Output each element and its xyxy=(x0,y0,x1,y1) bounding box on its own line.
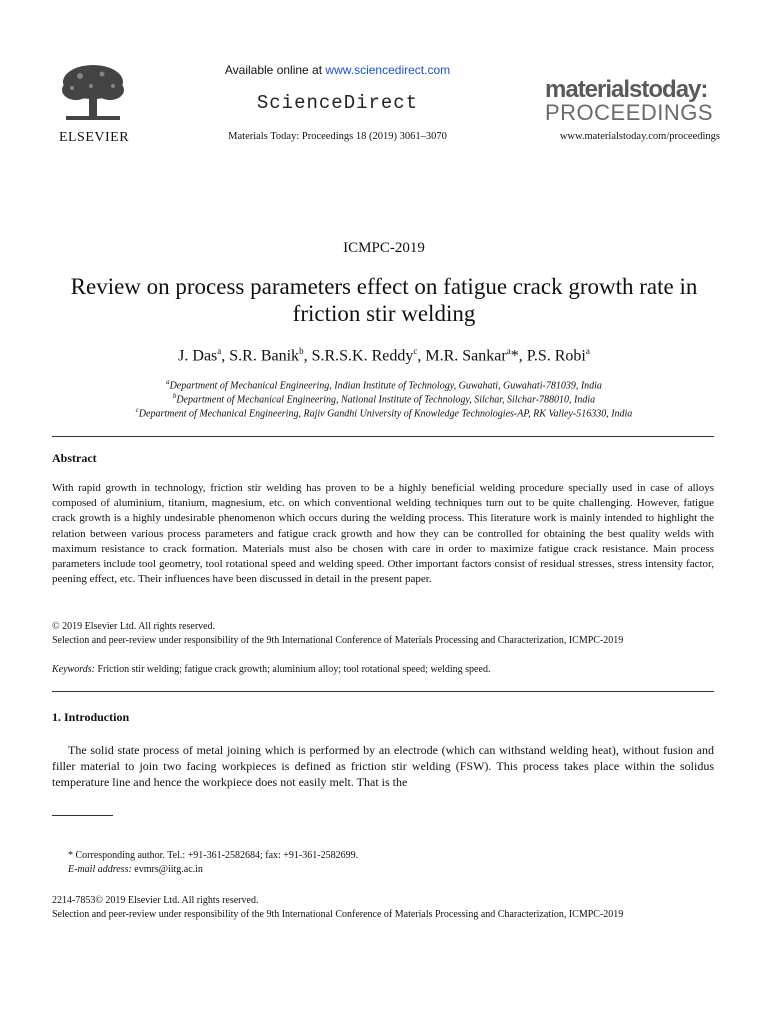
author-name: P.S. Robi xyxy=(526,347,586,365)
affiliation-mark: a xyxy=(166,378,170,386)
section-divider xyxy=(52,691,714,692)
footnote-divider xyxy=(52,815,113,816)
sciencedirect-link[interactable]: www.sciencedirect.com xyxy=(325,63,451,77)
author-affiliation-mark: c xyxy=(413,346,418,356)
journal-url[interactable]: www.materialstoday.com/proceedings xyxy=(559,131,720,142)
publisher-name: ELSEVIER xyxy=(58,130,130,145)
article-title: Review on process parameters effect on fatigue crack growth rate in friction stir welding xyxy=(70,274,698,326)
affiliation-text: Department of Mechanical Engineering, National Institute of Technology, Silchar, Silchar-788010, India xyxy=(176,394,596,406)
journal-brand-line2: PROCEEDINGS xyxy=(545,100,714,125)
conference-name: ICMPC-2019 xyxy=(343,240,425,256)
availability-prefix: Available online at xyxy=(224,63,326,77)
copyright-block xyxy=(52,620,714,648)
affiliation-text: Department of Mechanical Engineering, Indian Institute of Technology, Guwahati, Guwahati-781039, India xyxy=(169,380,602,392)
email-address[interactable]: evmrs@iitg.ac.in xyxy=(134,864,203,875)
publisher-logo xyxy=(54,60,134,150)
affiliation-mark: c xyxy=(135,406,139,414)
keywords-label: Keywords: xyxy=(52,664,95,675)
author-affiliation-mark: a xyxy=(506,346,511,356)
copyright-line: © 2019 Elsevier Ltd. All rights reserved. xyxy=(52,621,216,632)
introduction-heading: 1. Introduction xyxy=(52,710,130,724)
introduction-text: The solid state process of metal joining which is performed by an electrode (which can withstand welding heat), without fusion and filler material to join two facing workpieces is defined as friction stir welding (FSW). This process takes place within the solidus temperature line and hence the workpiece does not easily melt. That is the xyxy=(52,743,714,789)
publisher-tree-graphic xyxy=(58,62,128,124)
affiliation-mark: b xyxy=(172,392,177,400)
author-separator: *, xyxy=(510,347,527,365)
journal-brand xyxy=(545,78,720,124)
abstract-heading: Abstract xyxy=(52,451,97,465)
journal-brand-line1: materialstoday: xyxy=(545,76,708,103)
keywords xyxy=(52,664,714,675)
peer-review-note: Selection and peer-review under responsibility of the 9th International Conference of Materials Processing and Characterization, ICMPC-2019 xyxy=(52,635,624,646)
platform-name: ScienceDirect xyxy=(256,92,419,114)
keywords-list: Friction stir welding; fatigue crack growth; aluminium alloy; tool rotational speed; welding speed. xyxy=(97,664,491,675)
affiliation xyxy=(40,392,728,405)
author-name: J. Das xyxy=(178,347,218,365)
email-note xyxy=(68,864,203,875)
footer-peer-review-note: Selection and peer-review under responsibility of the 9th International Conference of Materials Processing and Characterization, ICMPC-2019 xyxy=(52,909,624,920)
author-affiliation-mark: a xyxy=(585,346,590,356)
author-name: S.R. Banik xyxy=(229,347,300,365)
author-name: S.R.S.K. Reddy xyxy=(311,347,414,365)
introduction-body xyxy=(52,742,714,790)
email-label: E-mail address: xyxy=(68,864,132,875)
affiliation xyxy=(40,406,728,419)
section-divider xyxy=(52,436,714,437)
author-list xyxy=(40,346,728,365)
journal-reference: Materials Today: Proceedings 18 (2019) 3061–3070 xyxy=(228,131,447,142)
issn-line: 2214-7853© 2019 Elsevier Ltd. All rights reserved. xyxy=(52,895,259,906)
abstract-body: With rapid growth in technology, friction stir welding has proven to be a highly beneficial welding procedure specially used in case of alloys composed of aluminium, titanium, magnesium, etc. on which conventional welding techniques turn out to be quite challenging. However, fatigue crack growth is a highly undesirable phenomenon which occurs during the welding process. This literature work is mainly intended to highlight the relation between various process parameters and fatigue crack growth and how they can be controlled for obtaining the best quality welds with maximum resistance to crack formation. Materials must also be chosen with care in order to maximize fatigue crack resistance. Main process parameters include tool geometry, tool rotational speed and welding speed. Other important factors consist of residual stresses, stress intensity factor, peening effect, etc. Their influences have been discussed in detail in the present paper. xyxy=(52,482,714,586)
availability-line xyxy=(200,63,475,77)
author-affiliation-mark: a xyxy=(217,346,222,356)
affiliation-text: Department of Mechanical Engineering, Rajiv Gandhi University of Knowledge Technologies-AP, RK Valley-516330, India xyxy=(138,408,633,420)
author-name: M.R. Sankar xyxy=(425,347,507,365)
author-separator: , xyxy=(303,347,312,365)
author-separator: , xyxy=(417,347,426,365)
author-separator: , xyxy=(221,347,230,365)
author-affiliation-mark: b xyxy=(299,346,304,356)
affiliation xyxy=(40,378,728,391)
corresponding-author-note: * Corresponding author. Tel.: +91-361-2582684; fax: +91-361-2582699. xyxy=(68,850,359,861)
